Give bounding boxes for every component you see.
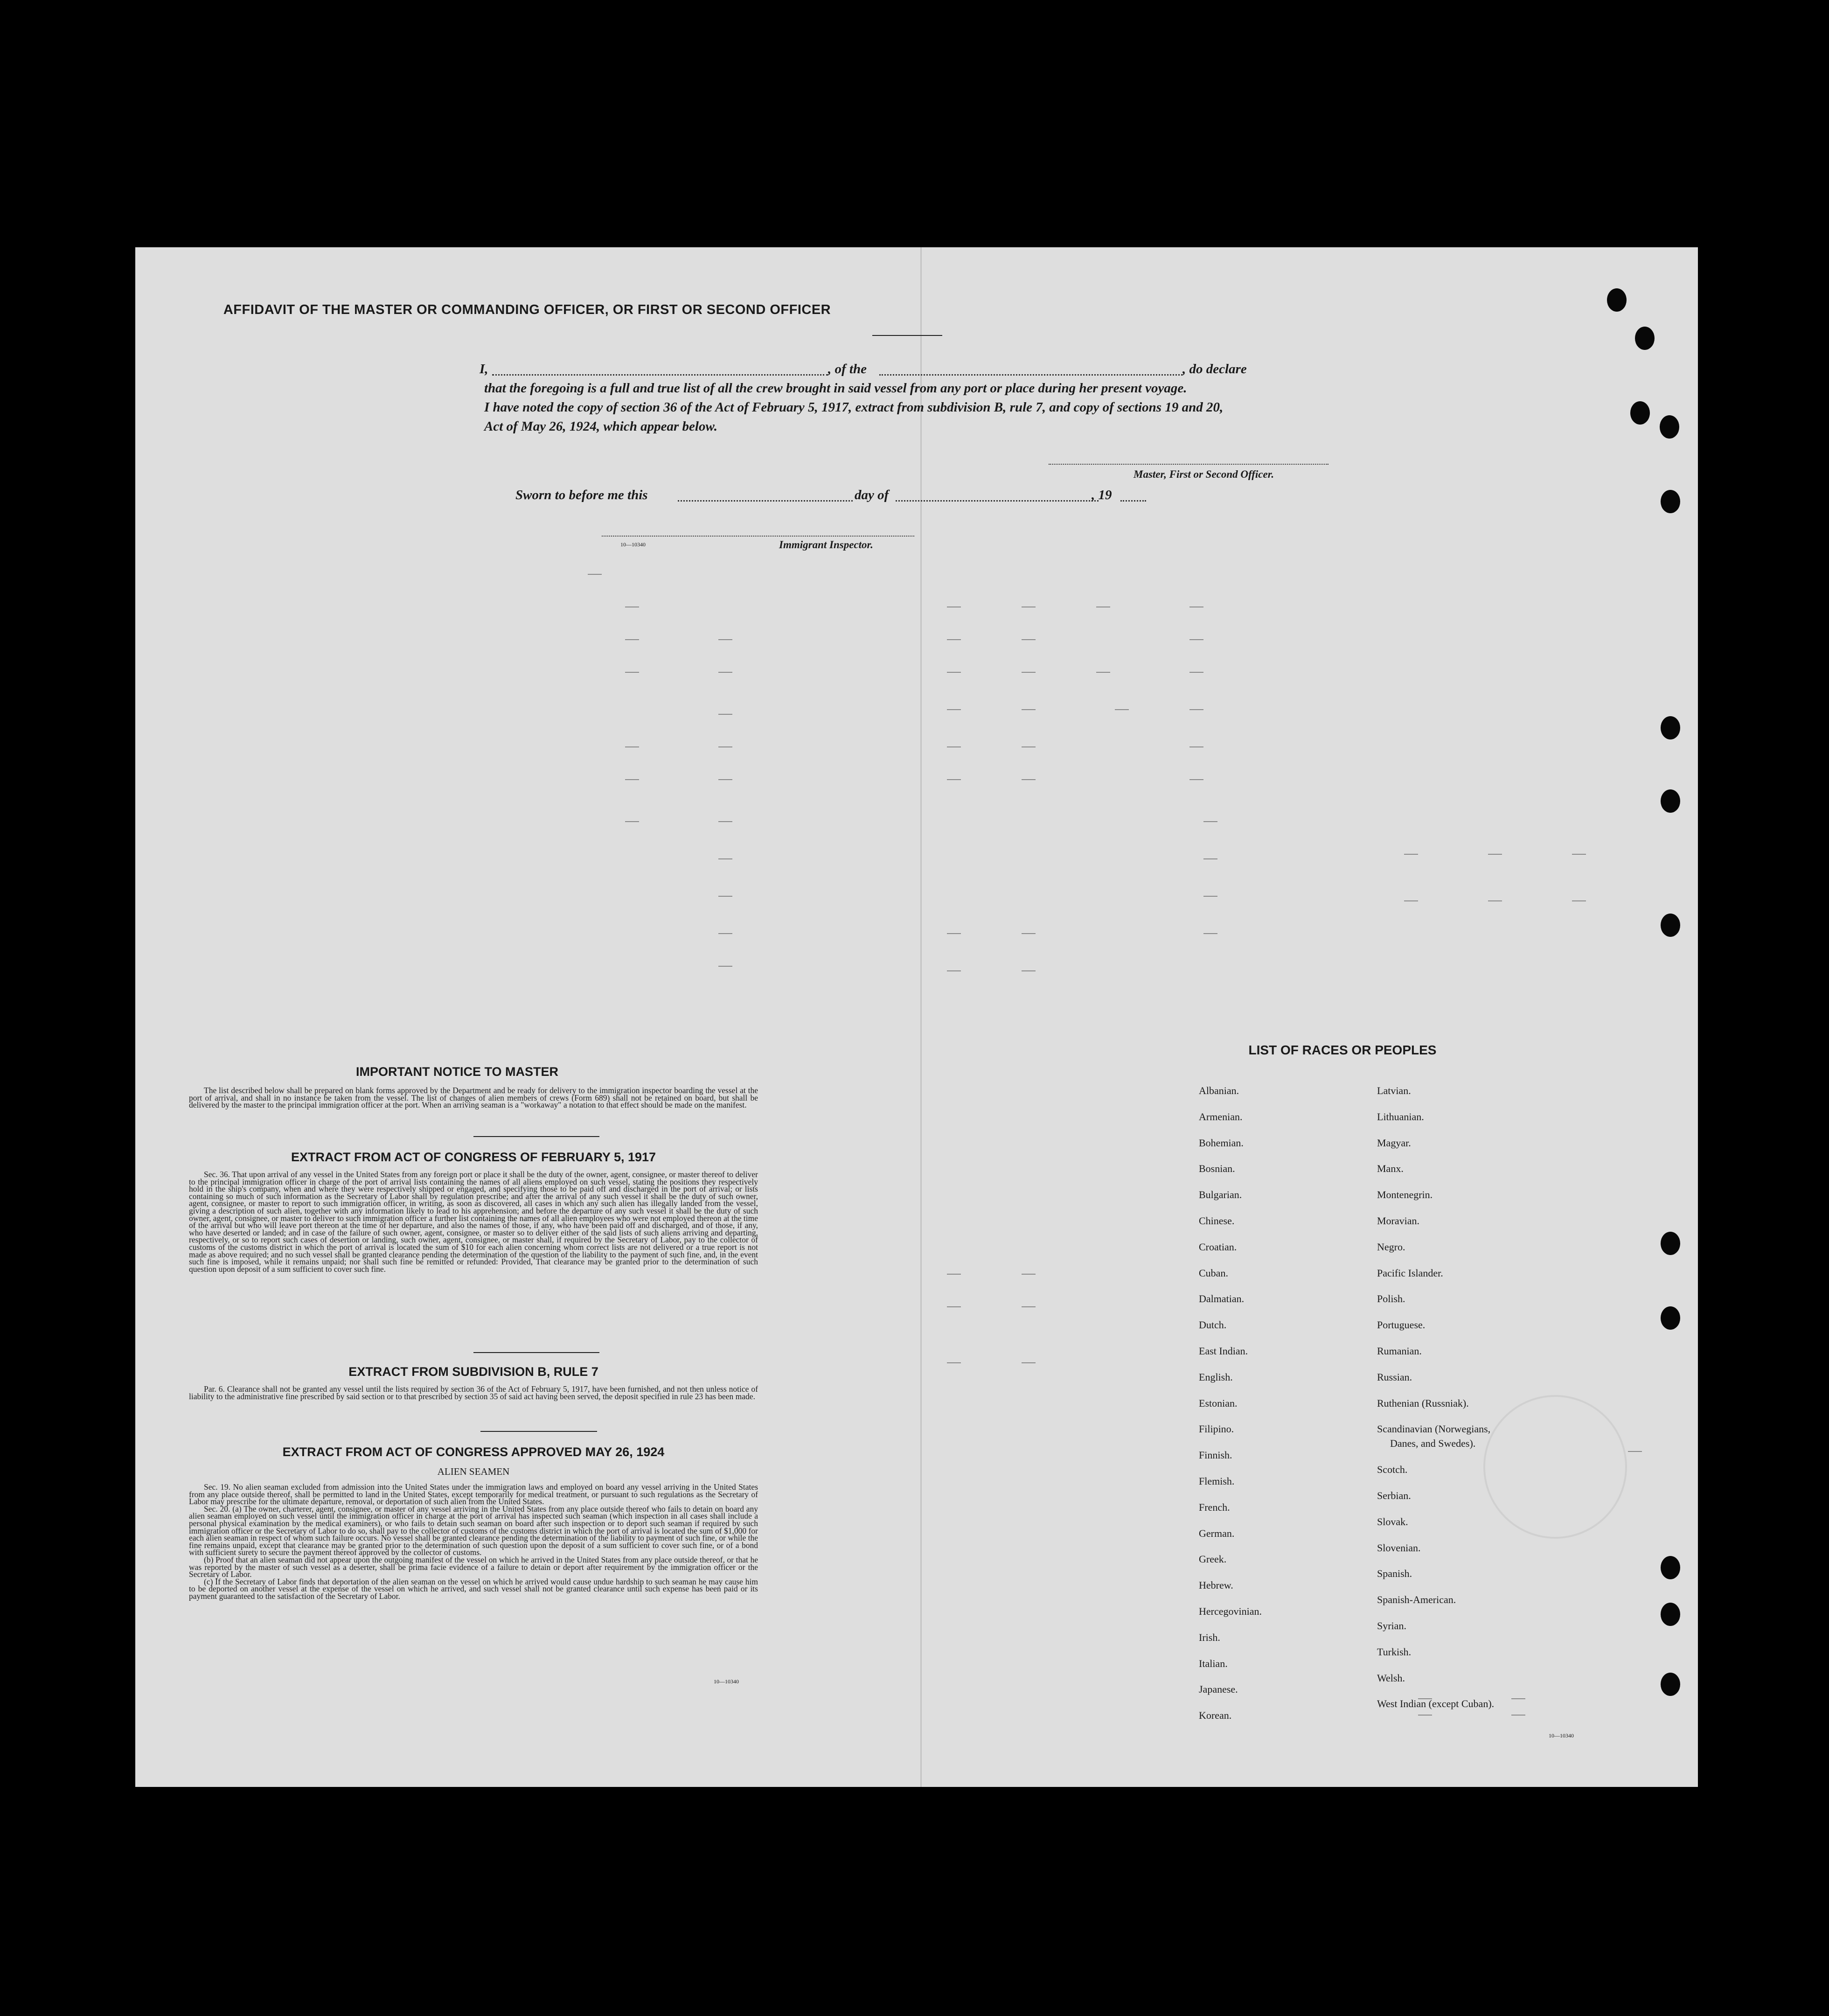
race-item: Lithuanian. [1377, 1110, 1424, 1123]
sec19-paragraph: Sec. 19. No alien seaman excluded from admission into the United States under the immigration laws and employed on board any vessel arriving in the United States from any place outside thereof, shall be permitted to land in the United States, except temporarily for medical treatment, or pursuant to such regulations as the Secretary of Labor may prescribe for the ultimate departure, removal, or deportation of such alien from the United States. [189, 1482, 758, 1507]
rule7-text [189, 1386, 758, 1400]
race-item: Scandinavian (Norwegians, [1377, 1423, 1491, 1435]
race-item: Korean. [1199, 1709, 1232, 1722]
rule7-title: EXTRACT FROM SUBDIVISION B, RULE 7 [348, 1365, 598, 1379]
race-item: Slovenian. [1377, 1542, 1421, 1554]
sworn-day-blank[interactable] [678, 500, 853, 502]
sec20c-paragraph: (c) If the Secretary of Labor finds that deportation of the alien seaman on the vessel on which he arrived would cause undue hardship to such seaman he may cause him to be deported on another vessel at the expense of the vessel on which he arrived, and such vessel shall not be granted clearance until such expense has been paid or its payment guaranteed to the satisfaction of the Secretary of Labor. [189, 1577, 758, 1601]
race-item: Spanish-American. [1377, 1594, 1456, 1606]
race-item: Montenegrin. [1377, 1189, 1433, 1201]
act1924-title: EXTRACT FROM ACT OF CONGRESS APPROVED MAY 26, 1924 [282, 1445, 665, 1459]
act-form-number: 10—10340 [714, 1678, 739, 1685]
punch-hole-icon [1635, 327, 1655, 350]
race-item: Latvian. [1377, 1085, 1411, 1096]
inspector-label: Immigrant Inspector. [779, 539, 873, 551]
affidavit-line3: I have noted the copy of section 36 of the Act of February 5, 1917, extract from subdivision B, rule 7, and copy of sections 19 and 20, [484, 400, 1224, 415]
race-item: Russian. [1377, 1371, 1412, 1383]
race-item: Polish. [1377, 1293, 1405, 1305]
act1917-text [189, 1171, 758, 1273]
divider [480, 1431, 597, 1432]
notice-title: IMPORTANT NOTICE TO MASTER [356, 1065, 558, 1079]
sworn-text: Sworn to before me this [515, 488, 648, 502]
race-item: Scotch. [1377, 1464, 1408, 1476]
races-title: LIST OF RACES OR PEOPLES [1248, 1043, 1437, 1057]
race-item: Flemish. [1199, 1475, 1235, 1487]
race-item: Bulgarian. [1199, 1189, 1242, 1201]
year-text: , 19 [1092, 488, 1112, 502]
master-label: Master, First or Second Officer. [1134, 468, 1274, 480]
race-item: Japanese. [1199, 1683, 1238, 1695]
punch-hole-icon [1661, 789, 1680, 813]
punch-hole-icon [1661, 1603, 1680, 1626]
race-item: Negro. [1377, 1241, 1405, 1253]
title-underline [872, 335, 942, 336]
race-item: Dalmatian. [1199, 1293, 1245, 1305]
races-column-1 [1199, 1085, 1262, 1736]
punch-hole-icon [1661, 716, 1680, 739]
affidavit-line4: Act of May 26, 1924, which appear below. [484, 419, 717, 434]
race-item: Italian. [1199, 1657, 1228, 1669]
race-item: Bosnian. [1199, 1163, 1235, 1175]
race-item: Pacific Islander. [1377, 1267, 1443, 1279]
day-of-text: day of [855, 488, 889, 502]
race-item: French. [1199, 1501, 1230, 1513]
affidavit-of: , of the [828, 362, 867, 377]
punch-hole-icon [1661, 914, 1680, 937]
notice-paragraph: The list described below shall be prepared on blank forms approved by the Department and be ready for delivery to the immigration inspector boarding the vessel at the port of arrival, and shall in no instance be taken from the vessel. The list of changes of alien members of crews (Form 689) shall not be retained on board, but shall be delivered by the master to the principal immigration officer at the port. When an arriving seaman is a "workaway" a notation to that effect should be made on the manifest. [189, 1086, 758, 1110]
punch-hole-icon [1661, 1556, 1680, 1579]
race-item: Chinese. [1199, 1214, 1235, 1227]
race-item: Slovak. [1377, 1515, 1408, 1528]
affidavit-line2: that the foregoing is a full and true list of all the crew brought in said vessel from any port or place during her present voyage. [484, 381, 1187, 396]
race-item: Cuban. [1199, 1267, 1228, 1279]
act1917-title: EXTRACT FROM ACT OF CONGRESS OF FEBRUARY 5, 1917 [291, 1150, 656, 1164]
notice-text [189, 1087, 758, 1109]
affidavit-title: AFFIDAVIT OF THE MASTER OR COMMANDING OFFICER, OR FIRST OR SECOND OFFICER [223, 302, 831, 317]
race-item: Albanian. [1199, 1085, 1239, 1096]
affidavit-declare: , do declare [1182, 362, 1247, 377]
name-blank[interactable] [492, 374, 828, 376]
race-item: Serbian. [1377, 1489, 1411, 1501]
affidavit-i: I, [480, 362, 488, 377]
race-item: Hebrew. [1199, 1579, 1233, 1591]
race-item: Croatian. [1199, 1241, 1237, 1253]
race-item: Finnish. [1199, 1449, 1232, 1461]
race-item: Filipino. [1199, 1423, 1234, 1435]
race-item: West Indian (except Cuban). [1377, 1698, 1495, 1710]
inspector-signature-blank[interactable] [602, 536, 914, 537]
race-item: Bohemian. [1199, 1137, 1244, 1149]
par6-paragraph: Par. 6. Clearance shall not be granted any vessel until the lists required by section 36 of the Act of February 5, 1917, have been furnished, and not then unless notice of liability to the administrative fine prescribed by said section or to that prescribed by section 35 of said act having been served, the deposit specified in rule 23 has been made. [189, 1384, 758, 1401]
divider [473, 1352, 599, 1353]
race-item: Syrian. [1377, 1619, 1406, 1632]
act1924-text [189, 1484, 758, 1600]
punch-hole-icon [1661, 490, 1680, 513]
punch-hole-icon [1661, 1673, 1680, 1696]
race-item: Irish. [1199, 1631, 1220, 1643]
sec36-paragraph: Sec. 36. That upon arrival of any vessel in the United States from any foreign port or place it shall be the duty of the owner, agent, consignee, or master thereof to deliver to the principal immigration officer in charge of the port of arrival lists containing the names of all aliens employed on such vessel, stating the positions they respectively hold in the ship's company, when and where they were respectively shipped or engaged, and specifying those to be paid off and discharged in the port of arrival; or lists containing so much of such information as the Secretary of Labor shall by regulation prescribe; and after the arrival of any such vessel it shall be the duty of such owner, agent, consignee, or master to report to such immigration officer, in writing, as soon as discovered, all cases in which any such alien has illegally landed from the vessel, giving a description of such alien, together with any information likely to lead to his apprehension; and before the departure of any such vessel it shall be the duty of such owner, agent, consignee, or master to deliver to such immigration officer a further list containing the names of all alien employees who were not employed thereon at the time of the arrival but who will leave port thereon at the time of her departure, and also the names of those, if any, who have been paid off and discharged, and of those, if any, who have deserted or landed; and in case of the failure of such owner, agent, consignee, or master so to deliver either of the said lists of such aliens arriving and departing, respectively, or so to report such cases of desertion or landing, such owner, agent, consignee, or master shall, if required by the Secretary of Labor, pay to the collector of customs of the customs district in which the port of arrival is located the sum of $10 for each alien concerning whom correct lists are not delivered or a true report is not made as above required; and no such vessel shall be granted clearance pending the determination of the question of the liability to the payment of such fine, and, in the event such fine is imposed, while it remains unpaid; nor shall such fine be remitted or refunded: Provided, That clearance may be granted prior to the determination of such question upon deposit of a sum sufficient to cover such fine. [189, 1170, 758, 1274]
document-page [135, 247, 1698, 1787]
race-item: Armenian. [1199, 1110, 1243, 1123]
divider [473, 1136, 599, 1137]
punch-hole-icon [1661, 1306, 1680, 1330]
alien-seamen-subtitle: ALIEN SEAMEN [437, 1466, 510, 1477]
races-form-number: 10—10340 [1549, 1732, 1574, 1739]
sworn-year-blank[interactable] [1120, 500, 1146, 502]
punch-hole-icon [1660, 415, 1679, 439]
race-item: Dutch. [1199, 1319, 1227, 1331]
races-column-2 [1377, 1085, 1494, 1724]
punch-hole-icon [1607, 288, 1627, 312]
race-item: Hercegovinian. [1199, 1605, 1262, 1617]
race-item: Danes, and Swedes). [1390, 1437, 1476, 1450]
race-item: Moravian. [1377, 1214, 1420, 1227]
page-fold [920, 247, 922, 1787]
race-item: Estonian. [1199, 1397, 1238, 1409]
master-signature-blank[interactable] [1049, 464, 1328, 465]
faded-seal [1483, 1395, 1627, 1539]
sec20b-paragraph: (b) Proof that an alien seaman did not appear upon the outgoing manifest of the vessel on which he arrived in the United States from any place outside thereof, or that he was reported by the master of such vessel as a deserter, shall be prima facie evidence of a failure to detain or deport after requirement by the immigration officer or the Secretary of Labor. [189, 1555, 758, 1579]
race-item: Portuguese. [1377, 1319, 1426, 1331]
race-item: Rumanian. [1377, 1345, 1422, 1357]
affidavit-form-number: 10—10340 [620, 541, 646, 548]
race-item: English. [1199, 1371, 1233, 1383]
race-item: German. [1199, 1527, 1235, 1539]
race-item: Ruthenian (Russniak). [1377, 1397, 1469, 1409]
race-item: Turkish. [1377, 1646, 1412, 1658]
race-item: East Indian. [1199, 1345, 1248, 1357]
race-item: Spanish. [1377, 1568, 1412, 1580]
vessel-blank[interactable] [879, 374, 1182, 376]
race-item: Magyar. [1377, 1137, 1411, 1149]
sec20a-paragraph: Sec. 20. (a) The owner, charterer, agent, consignee, or master of any vessel arriving in the United States from any place outside thereof who fails to detain on board any alien seaman employed on such vessel until the immigration officer in charge at the port of arrival has inspected such seaman (which inspection in all cases shall include a personal physical examination by the medical examiners), or who fails to detain such seaman on board after such inspection or to deport such seaman if required by such immigration officer or the Secretary of Labor to do so, shall pay to the collector of customs of the customs district in which the port of arrival is located the sum of $1,000 for each alien seaman in respect of whom such failure occurs. No vessel shall be granted clearance pending the determination of the liability to payment of such fine, or while the fine remains unpaid, except that clearance may be granted prior to the determination of such question upon the deposit of a sum sufficient to cover such fine, or of a bond with sufficient surety to secure the payment thereof approved by the collector of customs. [189, 1504, 758, 1557]
race-item: Manx. [1377, 1163, 1404, 1175]
punch-hole-icon [1661, 1232, 1680, 1255]
sworn-month-blank[interactable] [896, 500, 1099, 502]
race-item: Welsh. [1377, 1672, 1405, 1684]
punch-hole-icon [1630, 401, 1650, 425]
race-item: Greek. [1199, 1553, 1227, 1565]
